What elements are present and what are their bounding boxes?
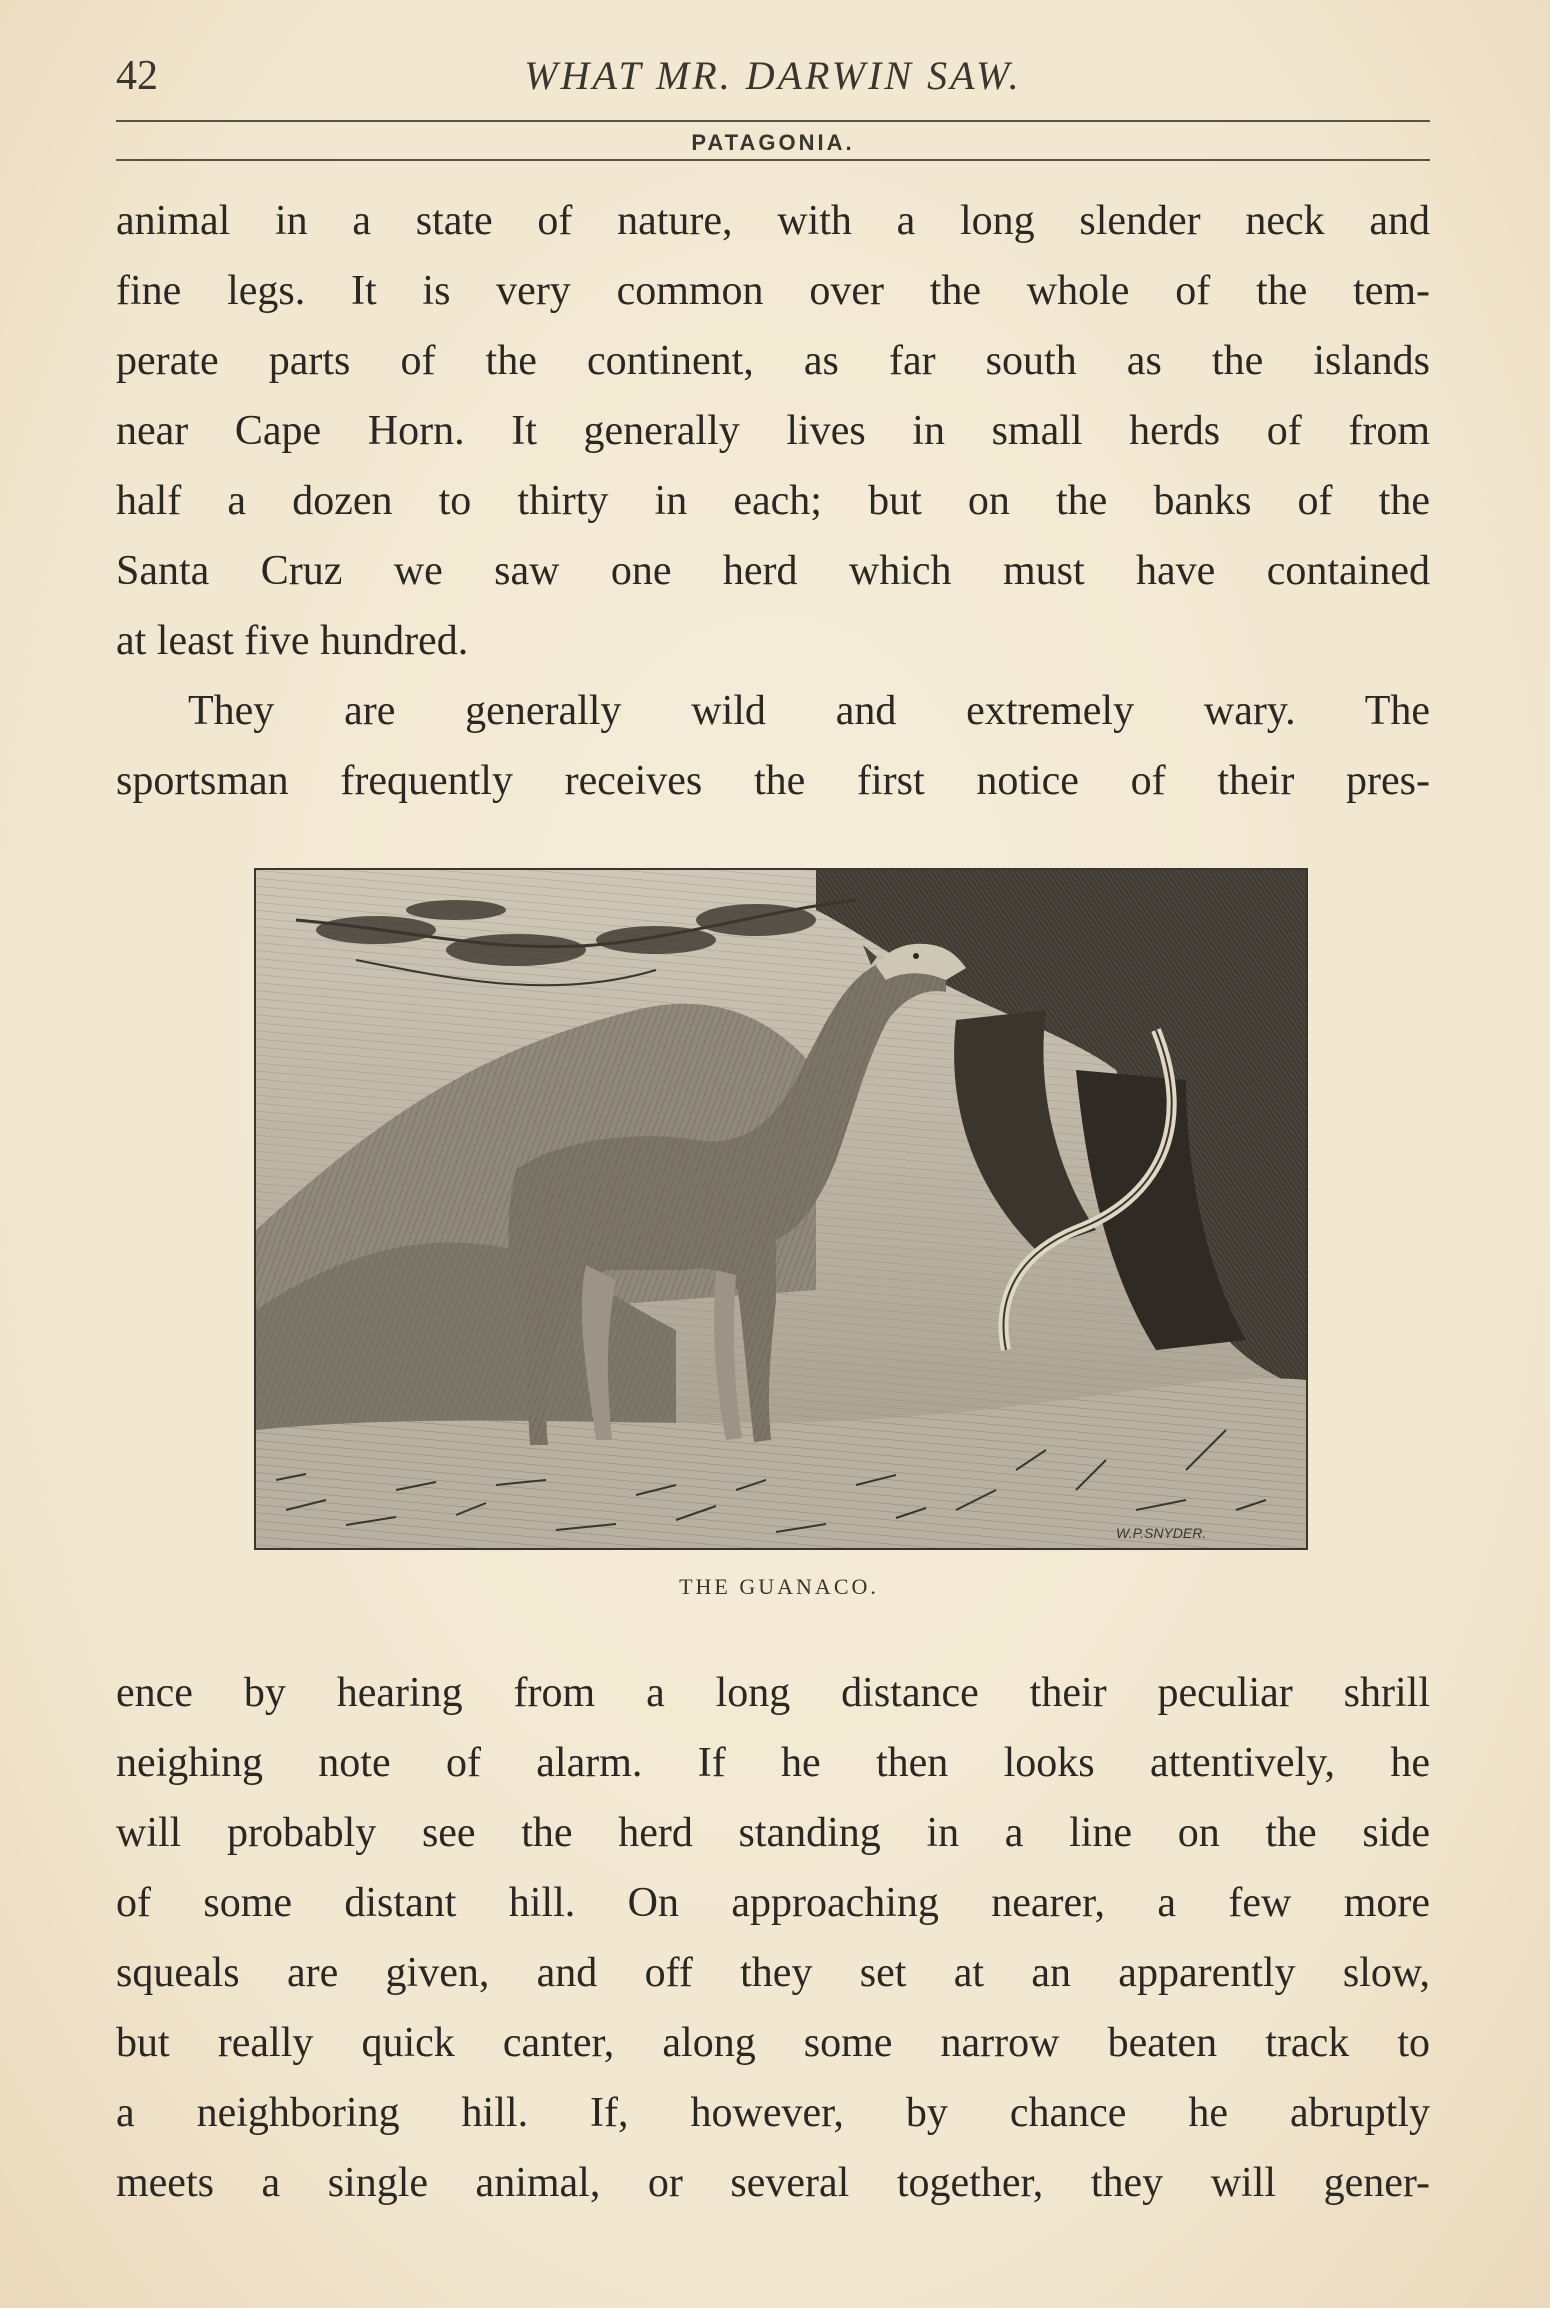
paragraph-block-bottom: [116, 1658, 1430, 2218]
text-line: near Cape Horn. It generally lives in small herds of from: [116, 408, 1430, 454]
text-line: perate parts of the continent, as far south as the islands: [116, 338, 1430, 384]
text-line: a neighboring hill. If, however, by chance he abruptly: [116, 2090, 1430, 2136]
artist-signature: W.P.SNYDER.: [1116, 1525, 1207, 1541]
text-line: Santa Cruz we saw one herd which must have contained: [116, 548, 1430, 594]
running-title: WHAT MR. DARWIN SAW.: [524, 53, 1022, 98]
section-heading: PATAGONIA.: [691, 130, 855, 155]
text-line: sportsman frequently receives the first notice of their pres-: [116, 758, 1430, 804]
text-line: neighing note of alarm. If he then looks attentively, he: [116, 1740, 1430, 1786]
text-line: fine legs. It is very common over the whole of the tem-: [116, 268, 1430, 314]
text-line: meets a single animal, or several together, they will gener-: [116, 2160, 1430, 2206]
paragraph-block-top: [116, 186, 1430, 816]
page-number: 42: [116, 53, 158, 99]
text-line: of some distant hill. On approaching nearer, a few more: [116, 1880, 1430, 1926]
text-line: ence by hearing from a long distance their peculiar shrill: [116, 1670, 1430, 1716]
text-line: will probably see the herd standing in a line on the side: [116, 1810, 1430, 1856]
figure-caption: THE GUANACO.: [679, 1574, 879, 1599]
text-line: half a dozen to thirty in each; but on the banks of the: [116, 478, 1430, 524]
text-line: at least five hundred.: [116, 618, 469, 664]
running-head: [116, 52, 1430, 112]
text-line: squeals are given, and off they set at an apparently slow,: [116, 1950, 1430, 1996]
guanaco-illustration: [254, 868, 1308, 1550]
header-rule-bottom: [116, 159, 1430, 161]
header-rule-top: [116, 120, 1430, 122]
text-line: animal in a state of nature, with a long slender neck and: [116, 198, 1430, 244]
text-line: but really quick canter, along some narrow beaten track to: [116, 2020, 1430, 2066]
text-line: They are generally wild and extremely wary. The: [188, 688, 1430, 734]
